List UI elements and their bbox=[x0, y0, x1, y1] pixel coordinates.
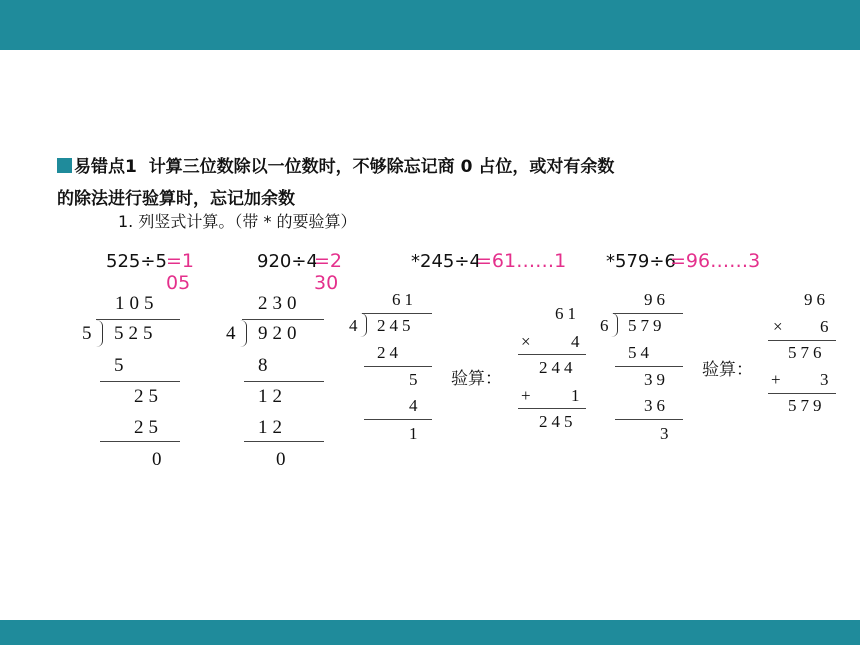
check-remainder: 3 bbox=[820, 370, 833, 389]
division-step: 5 bbox=[114, 355, 129, 376]
problem-answer: =61……1 bbox=[476, 250, 567, 272]
problem-expression: *245÷4 bbox=[411, 251, 481, 272]
problem-answer: =105 bbox=[166, 250, 195, 294]
division-divisor: 4 bbox=[349, 316, 362, 335]
footer-bar bbox=[0, 620, 860, 645]
division-line bbox=[100, 381, 180, 382]
check-line bbox=[518, 354, 586, 355]
division-step: 8 bbox=[258, 355, 273, 376]
division-dividend: 579 bbox=[628, 316, 666, 335]
plus-sign: + bbox=[771, 370, 785, 389]
division-divisor: 5 bbox=[82, 323, 97, 344]
check-factor: 96 bbox=[804, 290, 829, 309]
division-quotient: 230 bbox=[258, 293, 302, 314]
division-step: 24 bbox=[377, 343, 402, 362]
division-line bbox=[244, 381, 324, 382]
error-point-heading bbox=[57, 152, 614, 182]
division-bar bbox=[242, 319, 324, 320]
division-step: 54 bbox=[628, 343, 653, 362]
problem-answer: =230 bbox=[314, 250, 343, 294]
check-label: 验算： bbox=[451, 369, 502, 388]
division-remainder: 1 bbox=[409, 424, 422, 443]
division-quotient: 96 bbox=[644, 290, 669, 309]
division-step: 5 bbox=[409, 370, 422, 389]
division-step: 12 bbox=[258, 386, 287, 407]
division-line bbox=[364, 366, 432, 367]
division-line bbox=[244, 441, 324, 442]
division-step: 36 bbox=[644, 396, 669, 415]
division-line bbox=[100, 441, 180, 442]
error-point-title-line2: 的除法进行验算时，忘记加余数 bbox=[57, 189, 295, 209]
division-step: 39 bbox=[644, 370, 669, 389]
check-product: 576 bbox=[788, 343, 826, 362]
check-line bbox=[768, 340, 836, 341]
error-point-label: 易错点1 bbox=[74, 157, 137, 177]
division-line bbox=[615, 366, 683, 367]
division-divisor: 6 bbox=[600, 316, 613, 335]
division-quotient: 61 bbox=[392, 290, 417, 309]
problem-answer: =96……3 bbox=[670, 250, 761, 272]
division-bracket bbox=[611, 313, 618, 337]
check-product: 244 bbox=[539, 358, 577, 377]
multiply-sign: × bbox=[521, 332, 535, 351]
exercise-instruction: 1. 列竖式计算。（带 * 的要验算） bbox=[118, 212, 357, 231]
check-factor: 61 bbox=[555, 304, 580, 323]
check-remainder: 1 bbox=[571, 386, 584, 405]
division-step: 25 bbox=[134, 386, 163, 407]
check-result: 579 bbox=[788, 396, 826, 415]
check-line bbox=[518, 408, 586, 409]
division-dividend: 525 bbox=[114, 323, 158, 344]
division-divisor: 4 bbox=[226, 323, 241, 344]
check-result: 245 bbox=[539, 412, 577, 431]
division-bar bbox=[613, 313, 683, 314]
division-remainder: 3 bbox=[660, 424, 673, 443]
division-line bbox=[615, 419, 683, 420]
division-bar bbox=[362, 313, 432, 314]
header-bar bbox=[0, 0, 860, 50]
division-line bbox=[364, 419, 432, 420]
check-line bbox=[768, 393, 836, 394]
problem-expression: 525÷5 bbox=[106, 251, 167, 272]
division-step: 25 bbox=[134, 417, 163, 438]
division-remainder: 0 bbox=[276, 449, 291, 470]
check-factor: 4 bbox=[571, 332, 584, 351]
division-dividend: 245 bbox=[377, 316, 415, 335]
check-factor: 6 bbox=[820, 317, 833, 336]
division-dividend: 920 bbox=[258, 323, 302, 344]
problem-expression: *579÷6 bbox=[606, 251, 676, 272]
plus-sign: + bbox=[521, 386, 535, 405]
division-bracket bbox=[360, 313, 367, 337]
problem-expression: 920÷4 bbox=[257, 251, 318, 272]
multiply-sign: × bbox=[773, 317, 787, 336]
division-quotient: 105 bbox=[115, 293, 159, 314]
division-step: 12 bbox=[258, 417, 287, 438]
division-bracket bbox=[240, 320, 247, 347]
square-bullet-icon bbox=[57, 158, 72, 173]
error-point-title: 计算三位数除以一位数时，不够除忘记商 0 占位，或对有余数 bbox=[148, 157, 615, 177]
division-remainder: 0 bbox=[152, 449, 167, 470]
division-step: 4 bbox=[409, 396, 422, 415]
check-label: 验算： bbox=[702, 360, 753, 379]
division-bracket bbox=[96, 320, 103, 347]
division-bar bbox=[96, 319, 180, 320]
